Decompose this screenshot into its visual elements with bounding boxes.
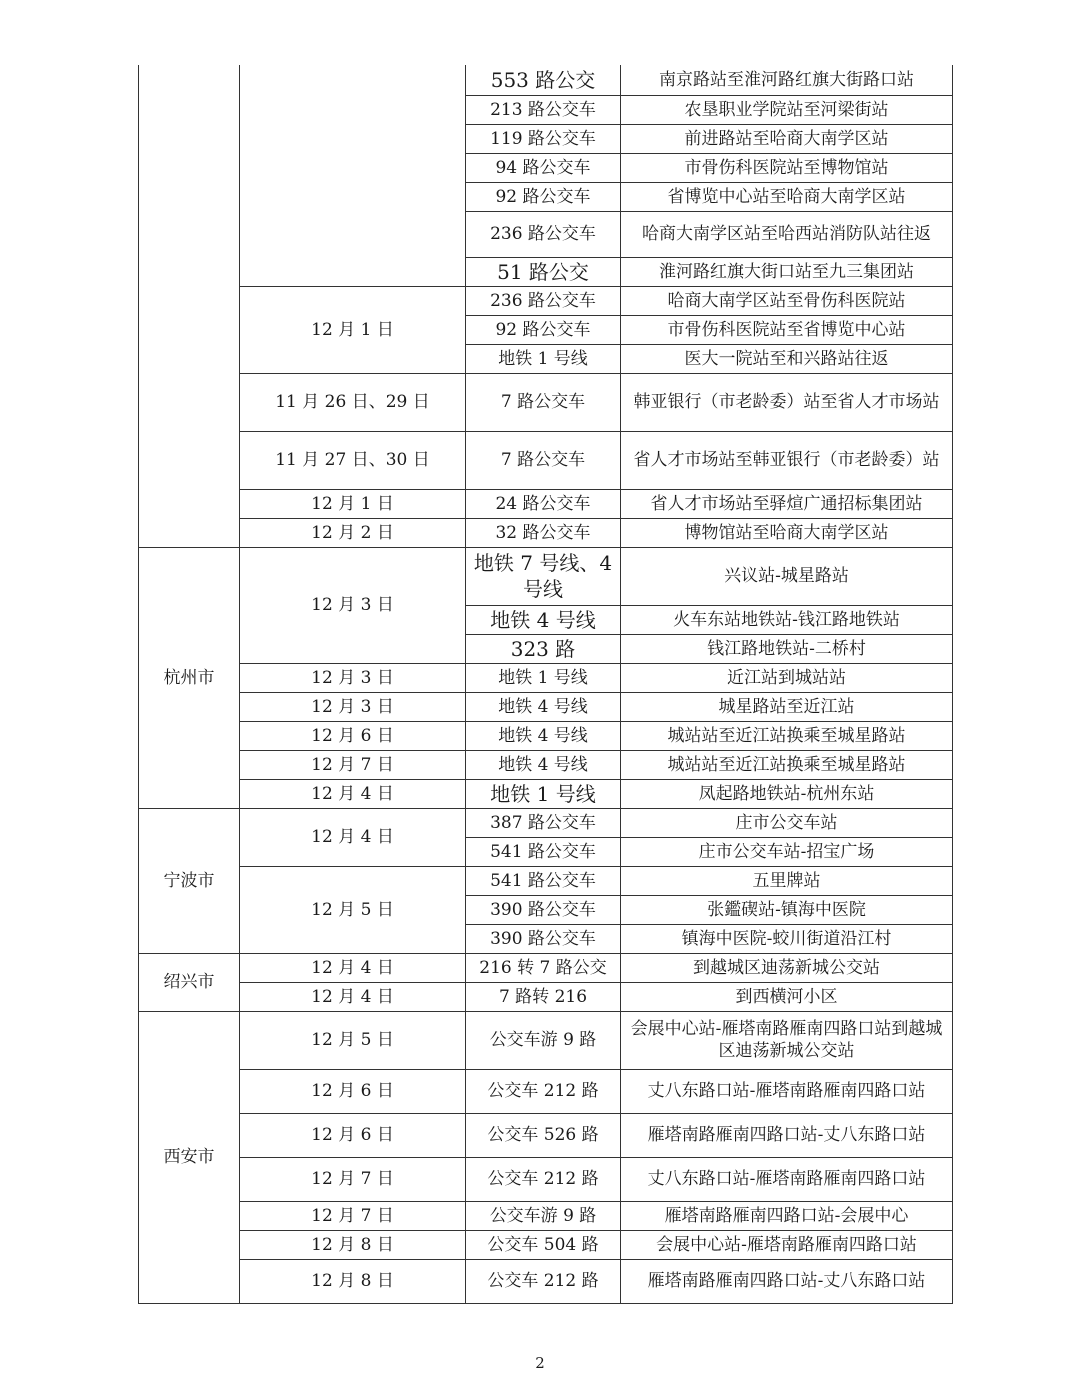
table-row: [139, 1157, 953, 1201]
section-cell: 钱江路地铁站-二桥村: [621, 634, 953, 663]
route-cell: 地铁 1 号线: [466, 779, 621, 808]
route-cell: 地铁 7 号线、4 号线: [466, 547, 621, 605]
table-row: [139, 1011, 953, 1069]
route-cell: 公交车游 9 路: [466, 1011, 621, 1069]
section-cell: 庄市公交车站-招宝广场: [621, 837, 953, 866]
city-cell: [139, 65, 240, 547]
table-row: [139, 518, 953, 547]
section-cell: 城站站至近江站换乘至城星路站: [621, 750, 953, 779]
date-cell: 12 月 3 日: [240, 547, 466, 663]
route-cell: 323 路: [466, 634, 621, 663]
section-cell: 市骨伤科医院站至博物馆站: [621, 153, 953, 182]
date-cell: 12 月 8 日: [240, 1259, 466, 1303]
section-cell: 凤起路地铁站-杭州东站: [621, 779, 953, 808]
section-cell: 张鑑碶站-镇海中医院: [621, 895, 953, 924]
route-cell: 541 路公交车: [466, 866, 621, 895]
date-cell: 12 月 3 日: [240, 692, 466, 721]
route-cell: 地铁 4 号线: [466, 750, 621, 779]
section-cell: 省人才市场站至韩亚银行（市老龄委）站: [621, 431, 953, 489]
section-cell: 南京路站至淮河路红旗大街路口站: [621, 65, 953, 95]
date-cell: 12 月 5 日: [240, 866, 466, 953]
route-cell: 7 路公交车: [466, 373, 621, 431]
table-row: [139, 982, 953, 1011]
route-cell: 387 路公交车: [466, 808, 621, 837]
table-row: [139, 692, 953, 721]
route-cell: 公交车 212 路: [466, 1259, 621, 1303]
route-cell: 32 路公交车: [466, 518, 621, 547]
section-cell: 城站站至近江站换乘至城星路站: [621, 721, 953, 750]
date-cell: 12 月 6 日: [240, 1069, 466, 1113]
table-row: [139, 750, 953, 779]
table-row: [139, 65, 953, 95]
route-cell: 92 路公交车: [466, 315, 621, 344]
date-cell: 12 月 7 日: [240, 750, 466, 779]
section-cell: 镇海中医院-蛟川街道沿江村: [621, 924, 953, 953]
route-cell: 216 转 7 路公交: [466, 953, 621, 982]
section-cell: 哈商大南学区站至哈西站消防队站往返: [621, 211, 953, 257]
city-cell: 宁波市: [139, 808, 240, 953]
route-cell: 390 路公交车: [466, 895, 621, 924]
section-cell: 火车东站地铁站-钱江路地铁站: [621, 605, 953, 634]
table-row: [139, 953, 953, 982]
route-cell: 7 路公交车: [466, 431, 621, 489]
route-cell: 公交车 526 路: [466, 1113, 621, 1157]
section-cell: 城星路站至近江站: [621, 692, 953, 721]
date-cell: 12 月 4 日: [240, 982, 466, 1011]
route-cell: 541 路公交车: [466, 837, 621, 866]
date-cell: 12 月 8 日: [240, 1230, 466, 1259]
route-cell: 地铁 1 号线: [466, 663, 621, 692]
table-row: [139, 547, 953, 605]
date-cell: 11 月 27 日、30 日: [240, 431, 466, 489]
section-cell: 淮河路红旗大街口站至九三集团站: [621, 257, 953, 286]
route-cell: 236 路公交车: [466, 286, 621, 315]
route-cell: 213 路公交车: [466, 95, 621, 124]
date-cell: 12 月 7 日: [240, 1157, 466, 1201]
section-cell: 雁塔南路雁南四路口站-会展中心: [621, 1201, 953, 1230]
date-cell: 12 月 6 日: [240, 721, 466, 750]
date-cell: 12 月 4 日: [240, 779, 466, 808]
table-row: [139, 779, 953, 808]
table-row: [139, 1230, 953, 1259]
section-cell: 雁塔南路雁南四路口站-丈八东路口站: [621, 1113, 953, 1157]
section-cell: 会展中心站-雁塔南路雁南四路口站: [621, 1230, 953, 1259]
city-cell: 西安市: [139, 1011, 240, 1303]
section-cell: 韩亚银行（市老龄委）站至省人才市场站: [621, 373, 953, 431]
route-cell: 公交车 504 路: [466, 1230, 621, 1259]
section-cell: 医大一院站至和兴路站往返: [621, 344, 953, 373]
date-cell: 12 月 4 日: [240, 953, 466, 982]
route-cell: 地铁 4 号线: [466, 692, 621, 721]
section-cell: 丈八东路口站-雁塔南路雁南四路口站: [621, 1157, 953, 1201]
route-cell: 94 路公交车: [466, 153, 621, 182]
date-cell: 12 月 7 日: [240, 1201, 466, 1230]
table-row: [139, 286, 953, 315]
route-cell: 公交车 212 路: [466, 1069, 621, 1113]
section-cell: 五里牌站: [621, 866, 953, 895]
section-cell: 雁塔南路雁南四路口站-丈八东路口站: [621, 1259, 953, 1303]
city-cell: 绍兴市: [139, 953, 240, 1011]
date-cell: [240, 65, 466, 286]
date-cell: 12 月 6 日: [240, 1113, 466, 1157]
table-row: [139, 808, 953, 837]
table-row: [139, 1113, 953, 1157]
date-cell: 11 月 26 日、29 日: [240, 373, 466, 431]
table-row: [139, 1259, 953, 1303]
section-cell: 市骨伤科医院站至省博览中心站: [621, 315, 953, 344]
section-cell: 近江站到城站站: [621, 663, 953, 692]
section-cell: 庄市公交车站: [621, 808, 953, 837]
route-cell: 地铁 1 号线: [466, 344, 621, 373]
section-cell: 省人才市场站至驿煊广通招标集团站: [621, 489, 953, 518]
section-cell: 前进路站至哈商大南学区站: [621, 124, 953, 153]
table-row: [139, 1201, 953, 1230]
table-row: [139, 1069, 953, 1113]
table-row: [139, 431, 953, 489]
date-cell: 12 月 2 日: [240, 518, 466, 547]
route-cell: 公交车游 9 路: [466, 1201, 621, 1230]
table-row: [139, 721, 953, 750]
date-cell: 12 月 5 日: [240, 1011, 466, 1069]
date-cell: 12 月 1 日: [240, 489, 466, 518]
page-number: 2: [535, 1354, 545, 1372]
city-cell: 杭州市: [139, 547, 240, 808]
route-cell: 地铁 4 号线: [466, 605, 621, 634]
section-cell: 到西横河小区: [621, 982, 953, 1011]
route-cell: 7 路转 216: [466, 982, 621, 1011]
route-cell: 236 路公交车: [466, 211, 621, 257]
table-row: [139, 866, 953, 895]
section-cell: 丈八东路口站-雁塔南路雁南四路口站: [621, 1069, 953, 1113]
route-cell: 51 路公交: [466, 257, 621, 286]
section-cell: 哈商大南学区站至骨伤科医院站: [621, 286, 953, 315]
table-row: [139, 663, 953, 692]
route-cell: 390 路公交车: [466, 924, 621, 953]
section-cell: 到越城区迪荡新城公交站: [621, 953, 953, 982]
section-cell: 兴议站-城星路站: [621, 547, 953, 605]
date-cell: 12 月 4 日: [240, 808, 466, 866]
section-cell: 农垦职业学院站至河梁街站: [621, 95, 953, 124]
date-cell: 12 月 1 日: [240, 286, 466, 373]
itinerary-table: [138, 65, 953, 1304]
route-cell: 92 路公交车: [466, 182, 621, 211]
route-cell: 地铁 4 号线: [466, 721, 621, 750]
route-cell: 24 路公交车: [466, 489, 621, 518]
section-cell: 博物馆站至哈商大南学区站: [621, 518, 953, 547]
section-cell: 省博览中心站至哈商大南学区站: [621, 182, 953, 211]
section-cell: 会展中心站-雁塔南路雁南四路口站到越城区迪荡新城公交站: [621, 1011, 953, 1069]
date-cell: 12 月 3 日: [240, 663, 466, 692]
table-row: [139, 489, 953, 518]
route-cell: 553 路公交: [466, 65, 621, 95]
route-cell: 公交车 212 路: [466, 1157, 621, 1201]
route-cell: 119 路公交车: [466, 124, 621, 153]
table-row: [139, 373, 953, 431]
